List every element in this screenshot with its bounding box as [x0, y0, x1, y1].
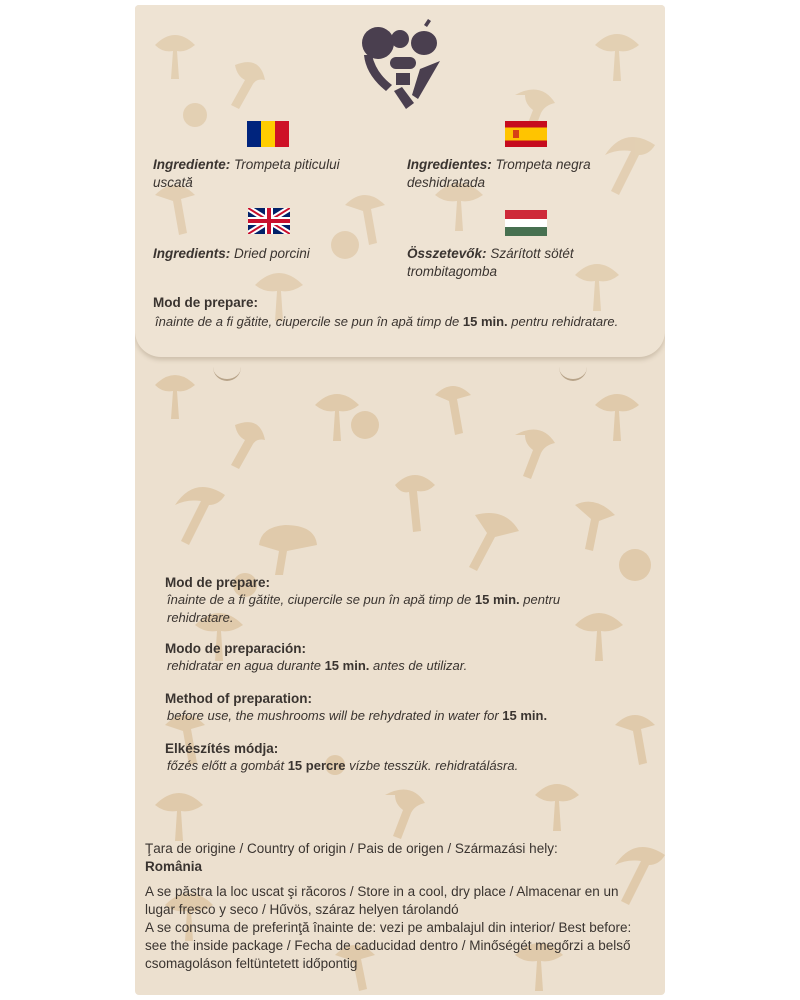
ingredients-ro-text: Trompeta piticului uscată [153, 157, 340, 190]
country-of-origin [145, 840, 655, 876]
prep-en-bold: 15 min. [502, 708, 548, 723]
ingredients-es-text: Trompeta negra deshidratada [407, 157, 591, 190]
prep-es-after: antes de utilizar. [373, 658, 468, 673]
flap-prep-after: pentru rehidratare. [511, 314, 619, 329]
flap-prep-text [155, 313, 655, 331]
prep-hu-title: Elkészítés módja: [165, 741, 279, 756]
origin-value: România [145, 859, 203, 874]
ingredients-en-label: Ingredients: [153, 246, 231, 261]
vegetable-heart-logo [350, 17, 450, 117]
prep-es-title: Modo de preparación: [165, 641, 307, 656]
prep-hu-text [167, 757, 647, 775]
prep-hu-before: főzés előtt a gombát [167, 758, 285, 773]
prep-es-before: rehidratar en agua durante [167, 658, 321, 673]
storage-instructions: A se păstra la loc uscat şi răcoros / Store in a cool, dry place / Almacenar en un lugar fresco y seco / Hűvös, száraz helyen tárolandó [145, 884, 619, 917]
romania-flag-icon [247, 121, 289, 147]
flap-prep-bold: 15 min. [462, 314, 508, 329]
ingredients-es [407, 156, 637, 192]
ingredients-hu [407, 245, 637, 281]
flap-prep-title: Mod de prepare: [153, 295, 259, 310]
prep-ro-before: înainte de a fi gătite, ciupercile se pun în apă timp de [167, 592, 472, 607]
prep-en-text [167, 707, 647, 725]
hungary-flag-icon [505, 210, 547, 236]
prep-en-title: Method of preparation: [165, 691, 312, 706]
prep-ro-title: Mod de prepare: [165, 575, 271, 590]
ingredients-ro [153, 156, 383, 192]
prep-ro-bold: 15 min. [474, 592, 520, 607]
ingredients-en-text: Dried porcini [234, 246, 310, 261]
origin-label: Ţara de origine / Country of origin / Pais de origen / Származási hely: [145, 841, 558, 856]
flap-prep-before: înainte de a fi gătite, ciupercile se pun în apă timp de [155, 314, 460, 329]
prep-es-bold: 15 min. [324, 658, 370, 673]
prep-ro-text [167, 591, 577, 627]
uk-flag-icon [248, 208, 290, 234]
prep-hu-after: vízbe tesszük. rehidratálásra. [349, 758, 519, 773]
ingredients-hu-label: Összetevők: [407, 246, 487, 261]
prep-ro-after: pentru rehidratare. [167, 592, 561, 625]
spain-flag-icon [505, 121, 547, 147]
ingredients-es-label: Ingredientes: [407, 157, 492, 172]
prep-es-text [167, 657, 607, 675]
product-package-back [135, 5, 665, 995]
prep-hu-bold: 15 percre [287, 758, 346, 773]
best-before: A se consuma de preferinţă înainte de: vezi pe ambalajul din interior/ Best before: see the inside package / Fecha de caducidad dentro / Minőségét megőrzi a belső csomagoláson feltüntetett időpontig [145, 920, 632, 971]
ingredients-ro-label: Ingrediente: [153, 157, 231, 172]
ingredients-en [153, 245, 383, 263]
ingredients-hu-text: Szárított sötét trombitagomba [407, 246, 574, 279]
prep-en-before: before use, the mushrooms will be rehydrated in water for [167, 708, 499, 723]
top-flap [135, 5, 665, 357]
